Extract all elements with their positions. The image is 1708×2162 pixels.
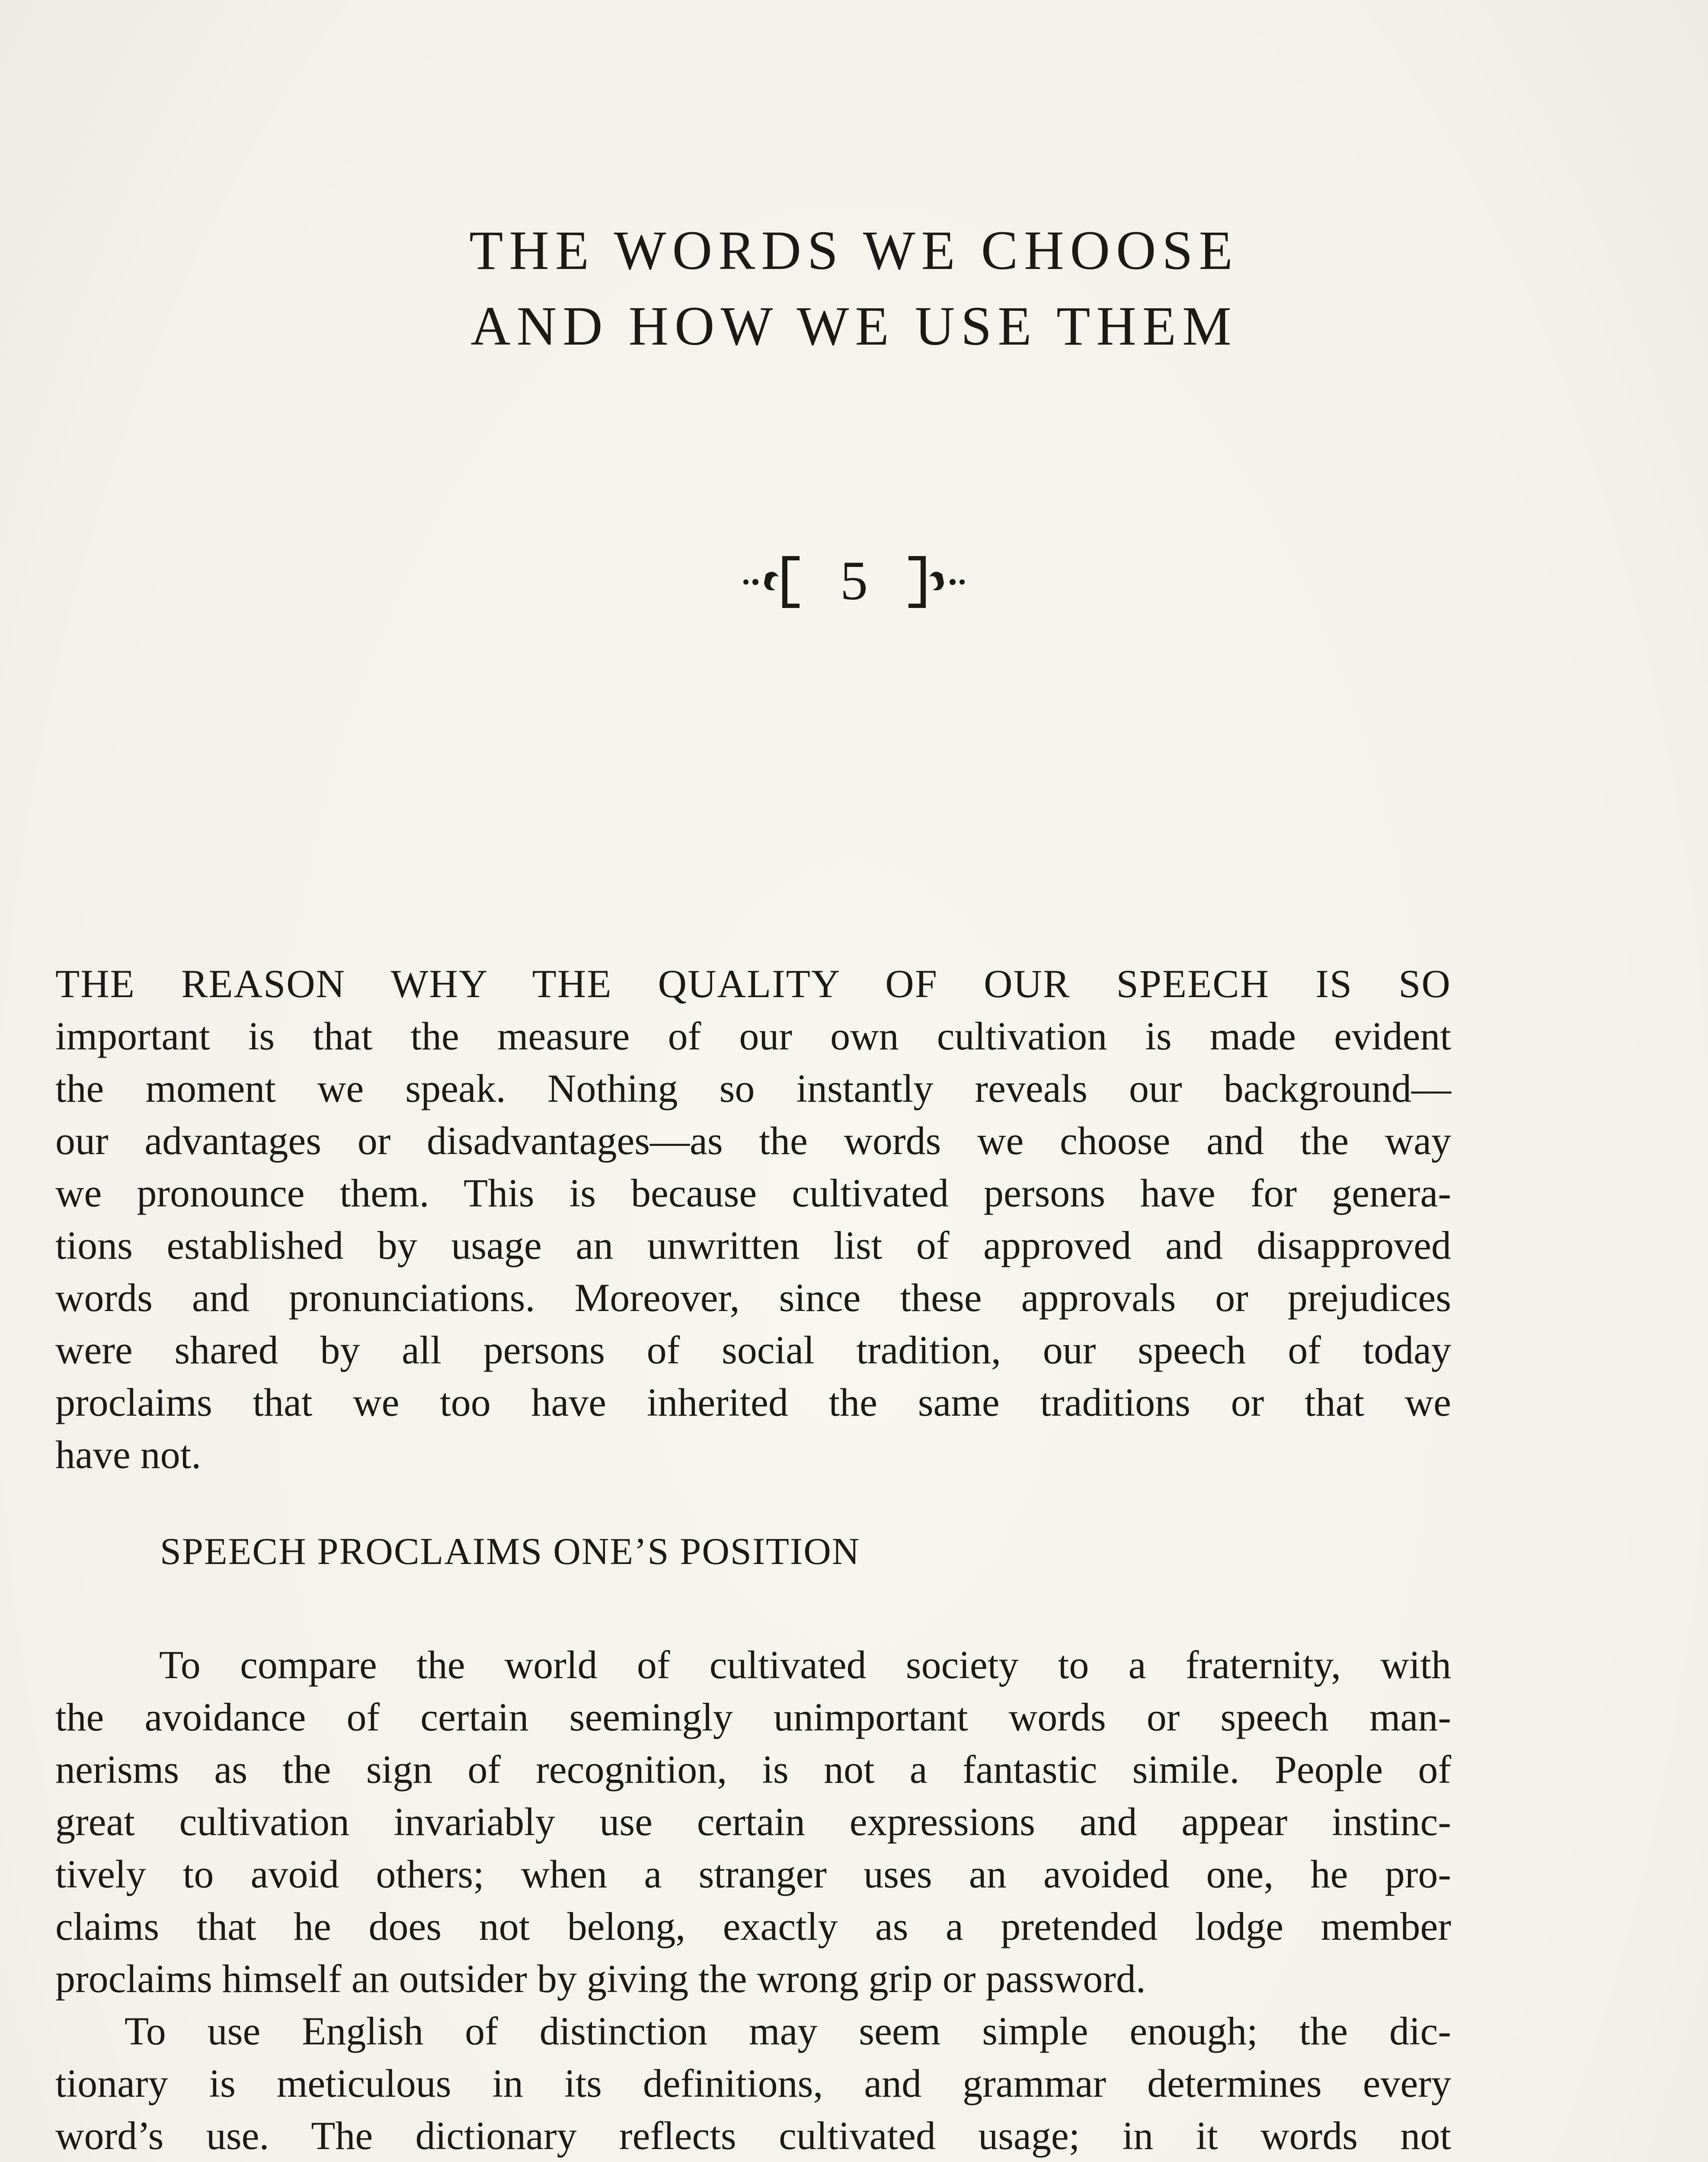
text-line: the moment we speak. Nothing so instantly reveals our background— [55,1066,1451,1110]
ornament-right-icon [902,548,967,613]
text-line: we pronounce them. This is because cultivated persons have for genera- [55,1171,1451,1215]
text-line: nerisms as the sign of recognition, is not a fantastic simile. People of [55,1747,1451,1791]
text-line: proclaims himself an outsider by giving the wrong grip or password. [55,1957,1146,2001]
paragraph-opening [55,958,1451,1481]
text-line: the avoidance of certain seemingly unimportant words or speech man- [55,1695,1451,1739]
text-line: To compare the world of cultivated society to a fraternity, with [159,1643,1451,1687]
text-line: have not. [55,1433,202,1477]
text-line: were shared by all persons of social tradition, our speech of today [55,1328,1451,1372]
text-line: claims that he does not belong, exactly as a pretended lodge member [55,1904,1451,1948]
chapter-title-line-2: AND HOW WE USE THEM [470,295,1238,357]
chapter-number: 5 [840,550,868,611]
text-line: important is that the measure of our own cultivation is made evident [55,1014,1451,1058]
text-line: our advantages or disadvantages—as the words we choose and the way [55,1119,1451,1163]
text-line: great cultivation invariably use certain expressions and appear instinc- [55,1800,1451,1844]
chapter-title-line-1: THE WORDS WE CHOOSE [469,220,1239,281]
text-line: proclaims that we too have inherited the same traditions or that we [55,1380,1451,1424]
paragraph-fraternity [55,1639,1451,2005]
text-line: tively to avoid others; when a stranger uses an avoided one, he pro- [55,1852,1451,1896]
text-line: words and pronunciations. Moreover, since these approvals or prejudices [55,1276,1451,1320]
ornament-left-icon [741,548,806,613]
text-line: To use English of distinction may seem simple enough; the dic- [125,2009,1451,2053]
section-heading: SPEECH PROCLAIMS ONE’S POSITION [160,1531,860,1573]
paragraph-dictionary [55,2005,1451,2162]
chapter-number-block [0,547,1708,613]
text-line: tionary is meticulous in its definitions, and grammar determines every [55,2061,1451,2105]
text-line: THE REASON WHY THE QUALITY OF OUR SPEECH IS SO [55,962,1451,1006]
text-line: tions established by usage an unwritten list of approved and disapproved [55,1223,1451,1267]
text-line: word’s use. The dictionary reflects cultivated usage; in it words not [55,2114,1451,2158]
